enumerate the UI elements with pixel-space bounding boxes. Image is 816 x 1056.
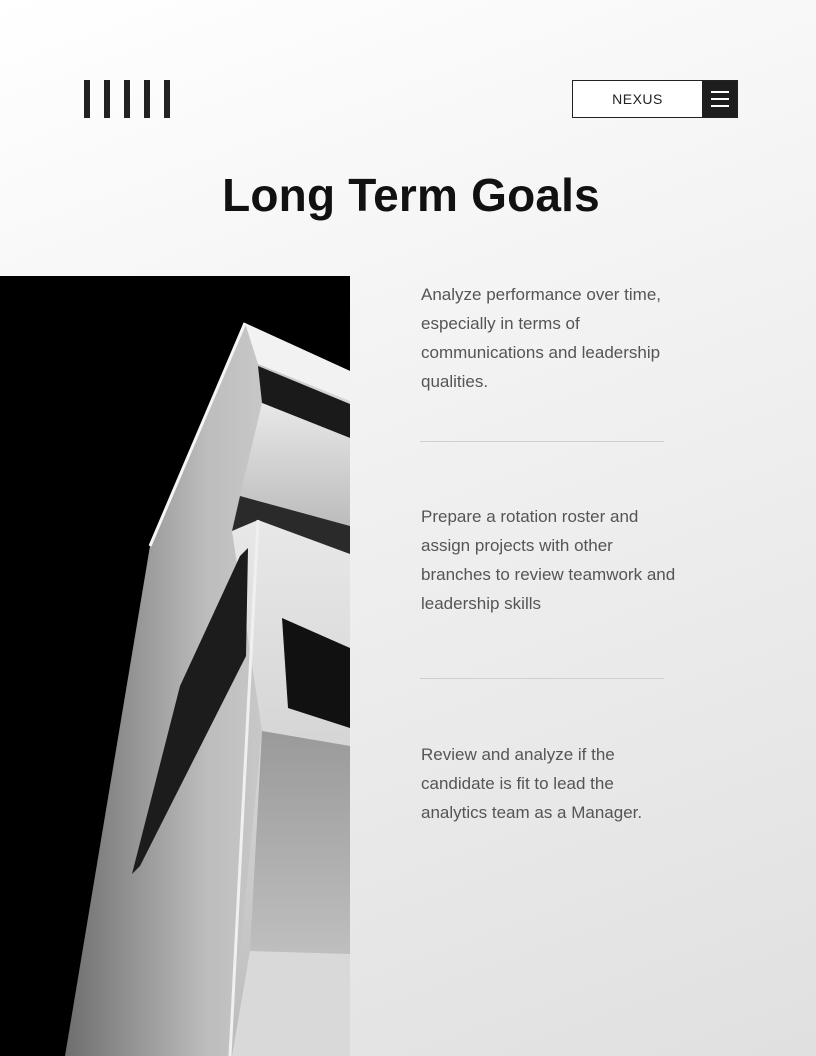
goal-item: Review and analyze if the candidate is fit to lead the analytics team as a Manager. bbox=[421, 745, 643, 822]
goal-item: Prepare a rotation roster and assign projects with other branches to review teamwork and leadership skills bbox=[421, 507, 676, 613]
goal-item: Analyze performance over time, especially in terms of communications and leadership qualities. bbox=[421, 285, 661, 391]
brand-name: NEXUS bbox=[612, 91, 663, 107]
logo-bar bbox=[84, 80, 90, 118]
logo-bar bbox=[104, 80, 110, 118]
hamburger-menu-icon[interactable] bbox=[702, 81, 737, 117]
building-photo bbox=[0, 276, 350, 1056]
logo-bar bbox=[124, 80, 130, 118]
logo-bar bbox=[144, 80, 150, 118]
divider bbox=[420, 678, 664, 679]
bars-logo bbox=[84, 80, 170, 118]
logo-bar bbox=[164, 80, 170, 118]
divider bbox=[420, 441, 664, 442]
page-title: Long Term Goals bbox=[222, 169, 600, 221]
brand-badge[interactable] bbox=[572, 80, 738, 118]
